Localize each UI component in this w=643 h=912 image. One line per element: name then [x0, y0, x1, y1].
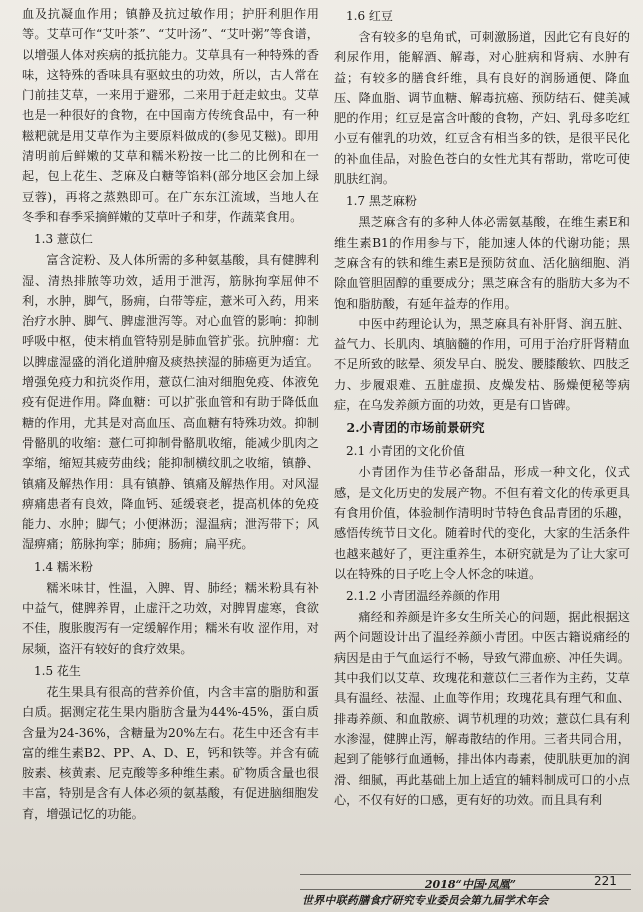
left-column — [22, 4, 319, 856]
paragraph: 血及抗凝血作用；镇静及抗过敏作用；护肝利胆作用等。艾草可作“艾叶茶”、“艾叶汤”、“艾叶粥”等食谱，以增强人体对疾病的抵抗能力。艾草具有一种特殊的香味，这特殊的香味具有驱蚊虫的功效，所以，古人常在门前挂艾草，一来用于避邪，二来用于赶走蚊虫。艾草也是一种很好的食物，在中国南方传统食品中，有一种糍粑就是用艾草作为主要原料做成的(参见艾糍)。即用清明前后鲜嫩的艾草和糯米粉按一比二的比例和在一起，包上花生、芝麻及白糖等馅料(部分地区会加上绿豆蓉)，再将之蒸熟即可。在广东东江流域，当地人在冬季和春季采摘鲜嫩的艾草叶子和芽，作蔬菜食用。 — [22, 7, 319, 224]
chapter-heading: 2.小青团的市场前景研究 — [346, 420, 485, 436]
paragraph: 黑芝麻含有的多种人体必需氨基酸，在维生素E和维生素B1的作用参与下，能加速人体的代谢功能；黑芝麻含有的铁和维生素E是预防贫血、活化脑细胞、消除血管胆固醇的重要成分；黑芝麻含有的脂肪大多为不饱和脂肪酸，有延年益寿的作用。 — [334, 215, 630, 311]
section-heading: 1.3 薏苡仁 — [34, 232, 93, 247]
paragraph: 痛经和养颜是许多女生所关心的问题，据此根据这两个问题设计出了温经养颜小青团。中医古籍说痛经的病因是由于气血运行不畅，导致气滞血瘀、冲任失调。其中我们以艾草、玫瑰花和薏苡仁三者作为主药，艾草具有温经、祛湿、止血等作用；玫瑰花具有理气和血、排毒养颜、和血散瘀、调节机理的功效；薏苡仁具有利水渗湿，健脾止泻，解毒散结的作用。三者共同合用，起到了能够行血通畅，排出体内毒素，使肌肤更加的润滑、细腻，再此基础上加上适宜的辅料制成可口的小点心，不仅有好的口感，更有好的功效。而且具有利 — [334, 610, 630, 807]
page-number: 221 — [594, 874, 617, 888]
section-heading: 1.7 黑芝麻粉 — [346, 194, 417, 209]
paragraph: 花生果具有很高的营养价值，内含丰富的脂肪和蛋白质。据测定花生果内脂肪含量为44%-45%，蛋白质含量为24-36%，含糖量为20%左右。花生中还含有丰富的维生素B2、PP、A、D、E，钙和铁等。并含有硫胺素、核黄素、尼克酸等多种维生素。矿物质含量也很丰富，特别是含有人体必须的氨基酸，有促进脑细胞发育，增强记忆的功能。 — [22, 684, 319, 821]
section-heading: 2.1 小青团的文化价值 — [346, 444, 465, 459]
right-column — [334, 4, 630, 856]
section-heading: 1.4 糯米粉 — [34, 559, 93, 574]
conference-name: 世界中联药膳食疗研究专业委员会第九届学术年会 — [302, 894, 549, 907]
section-heading: 1.5 花生 — [34, 663, 81, 678]
paragraph: 小青团作为佳节必备甜品，形成一种文化，仪式感，是文化历史的发展产物。不但有着文化的传承更具有食用价值，体验制作清明时节特色食品青团的乐趣，感悟传统节日文化。随着时代的变化，大家的生活条件也越来越好了，更注重养生，本研究就是为了让大家可以在特殊的日子吃上令人怀念的味道。 — [334, 465, 630, 581]
page-footer — [0, 856, 643, 912]
paragraph: 糯米味甘，性温，入脾、胃、肺经；糯米粉具有补中益气，健脾养胃，止虚汗之功效，对脾胃虚寒，食欲不佳，腹胀腹泻有一定缓解作用；糯米有收 涩作用，对尿频，盗汗有较好的食疗效果。 — [22, 580, 319, 656]
section-heading: 1.6 红豆 — [346, 9, 393, 23]
meeting-title: 2018“中国·凤凰” — [424, 878, 516, 891]
paragraph: 含有较多的皂角甙，可刺激肠道，因此它有良好的利尿作用，能解酒、解毒，对心脏病和肾病、水肿有益；有较多的膳食纤维，具有良好的润肠通便、降血压、降血脂、调节血糖、解毒抗癌、预防结石、健美减肥的作用；红豆是富含叶酸的食物，产妇、乳母多吃红小豆有催乳的功效，红豆含有相当多的铁，是很平民化的补血佳品，对脸色苍白的女性尤其有帮助，常吃可使肌肤红润。 — [334, 30, 630, 187]
section-heading: 2.1.2 小青团温经养颜的作用 — [346, 589, 501, 604]
paragraph: 富含淀粉、及人体所需的多种氨基酸，具有健脾利湿、清热排脓等功效，适用于泄泻，筋脉拘挛屈伸不利，水肿，脚气，肠痈，白带等症，薏米可入药，用来治疗水肿、脚气、脾虚泄泻等。对心血管的影响：抑制呼吸中枢，使末梢血管特别是肺血管扩张。抗肿瘤：尤以脾虚湿盛的消化道肿瘤及痰热挟湿的肺癌更为适宜。增强免疫力和抗炎作用，薏苡仁油对细胞免疫、体液免疫有促进作用。降血糖：可以扩张血管和有助于降低血糖的作用，尤其是对高血压、高血糖有特殊功效。抑制骨骼肌的收缩：薏仁可抑制骨骼肌收缩，能减少肌肉之挛缩，缩短其疲劳曲线；能抑制横纹肌之收缩，镇静、镇痛及解热作用：具有镇静、镇痛及解热作用。对风湿痹痛患者有良效，降血钙、延缓衰老，提高机体的免疫能力、水肿；脚气；小便淋沥；湿温病；泄泻带下；风湿痹痛；筋脉拘挛；肺痈；肠痈；扁平疣。 — [22, 253, 319, 552]
paragraph: 中医中药理论认为，黑芝麻具有补肝肾、润五脏、益气力、长肌肉、填脑髓的作用，可用于治疗肝肾精血不足所致的眩晕、须发早白、脱发、腰膝酸软、四肢乏力、步履艰难、五脏虚损、皮燥发枯、肠燥便秘等病症，在乌发养颜方面的功效，更是有口皆碑。 — [334, 316, 630, 413]
